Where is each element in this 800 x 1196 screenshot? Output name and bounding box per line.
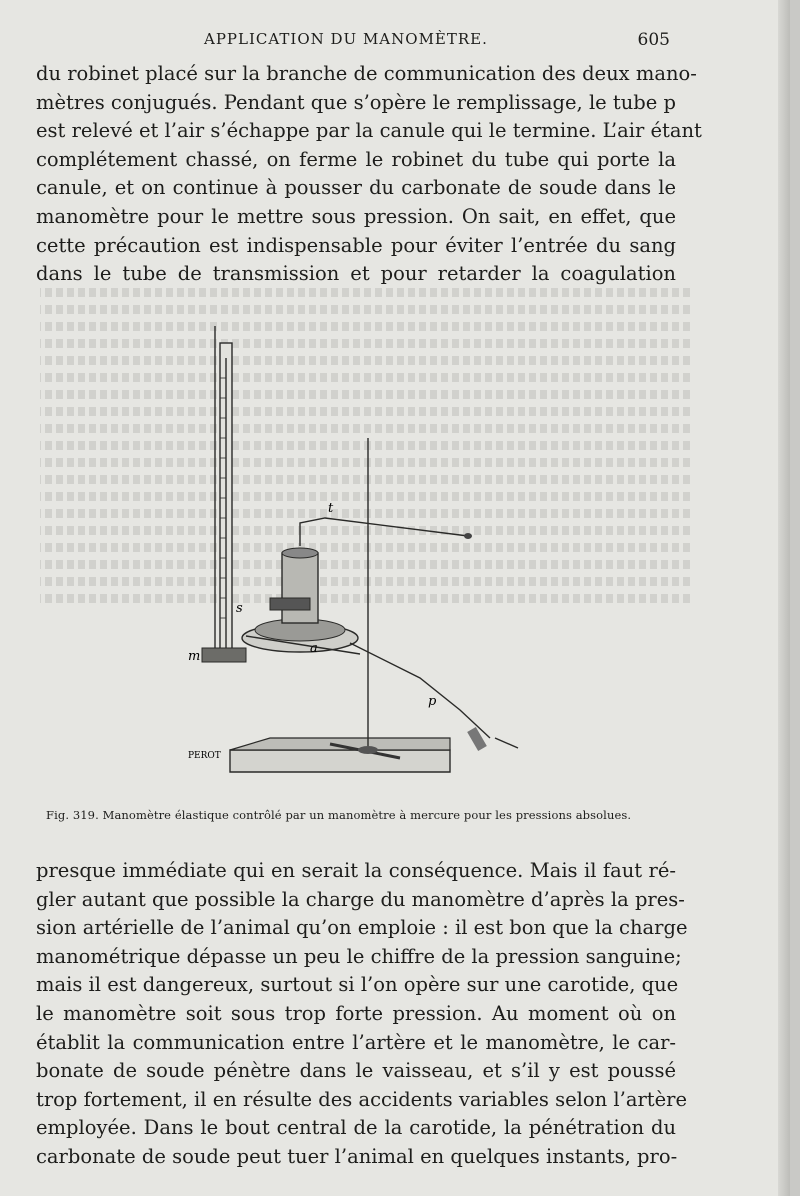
label-p: p	[428, 694, 437, 709]
text-line: trop fortement, il en résulte des accidents variables selon l’artère	[36, 1087, 688, 1111]
support-rod	[358, 438, 378, 754]
text-line: complétement chassé, on ferme le robinet du tube qui porte la	[36, 147, 676, 171]
label-t: t	[328, 501, 334, 516]
text-line: mais il est dangereux, surtout si l’on opère sur une carotide, que	[36, 973, 679, 997]
label-m: m	[188, 649, 201, 664]
text-line: mètres conjugués. Pendant que s’opère le remplissage, le tube p	[36, 90, 677, 114]
label-s: s	[236, 601, 243, 616]
paragraph-bottom	[36, 857, 688, 1172]
text-line: dans le tube de transmission et pour retarder la coagulation	[36, 262, 676, 286]
text-line: sion artérielle de l’animal qu’on emploie : il est bon que la charge	[36, 916, 688, 940]
running-head	[36, 28, 670, 54]
text-line: canule, et on continue à pousser du carbonate de soude dans le	[36, 176, 676, 200]
base-plate	[230, 738, 450, 772]
text-line: le manomètre soit sous trop forte pression. Au moment où on	[36, 1001, 676, 1025]
page-number: 605	[637, 30, 670, 50]
label-a: a	[310, 641, 318, 656]
text-line: employée. Dans le bout central de la carotide, la pénétration du	[36, 1116, 676, 1140]
engraver-signature: PERОT	[188, 751, 221, 761]
elastic-manometer	[242, 548, 360, 654]
text-line: manomètre pour le mettre sous pression. On sait, en effet, que	[36, 204, 676, 228]
text-line: gler autant que possible la charge du manomètre d’après la pres-	[36, 887, 685, 911]
text-line: carbonate de soude peut tuer l’animal en quelques instants, pro-	[36, 1144, 678, 1168]
text-line: presque immédiate qui en serait la conséquence. Mais il faut ré-	[36, 859, 676, 882]
running-title: APPLICATION DU MANOMÈTRE.	[204, 30, 488, 48]
text-line: bonate de soude pénètre dans le vaisseau, et s’il y est poussé	[36, 1059, 676, 1083]
text-line: établit la communication entre l’artère et le manomètre, le car-	[36, 1030, 676, 1054]
transmission-tube	[300, 518, 472, 546]
figure-manometer-illustration	[150, 318, 530, 798]
text-line: est relevé et l’air s’échappe par la canule qui le termine. L’air étant	[36, 119, 702, 143]
manometer-engraving	[150, 318, 530, 798]
page-edge	[778, 0, 790, 1196]
figure-caption: Fig. 319. Manomètre élastique contrôlé par un manomètre à mercure pour les pressions absolues.	[46, 808, 632, 822]
paragraph-top	[36, 60, 702, 289]
text-line: du robinet placé sur la branche de communication des deux mano-	[36, 62, 697, 85]
text-line: manométrique dépasse un peu le chiffre de la pression sanguine;	[36, 944, 682, 968]
text-line: cette précaution est indispensable pour éviter l’entrée du sang	[36, 233, 676, 257]
